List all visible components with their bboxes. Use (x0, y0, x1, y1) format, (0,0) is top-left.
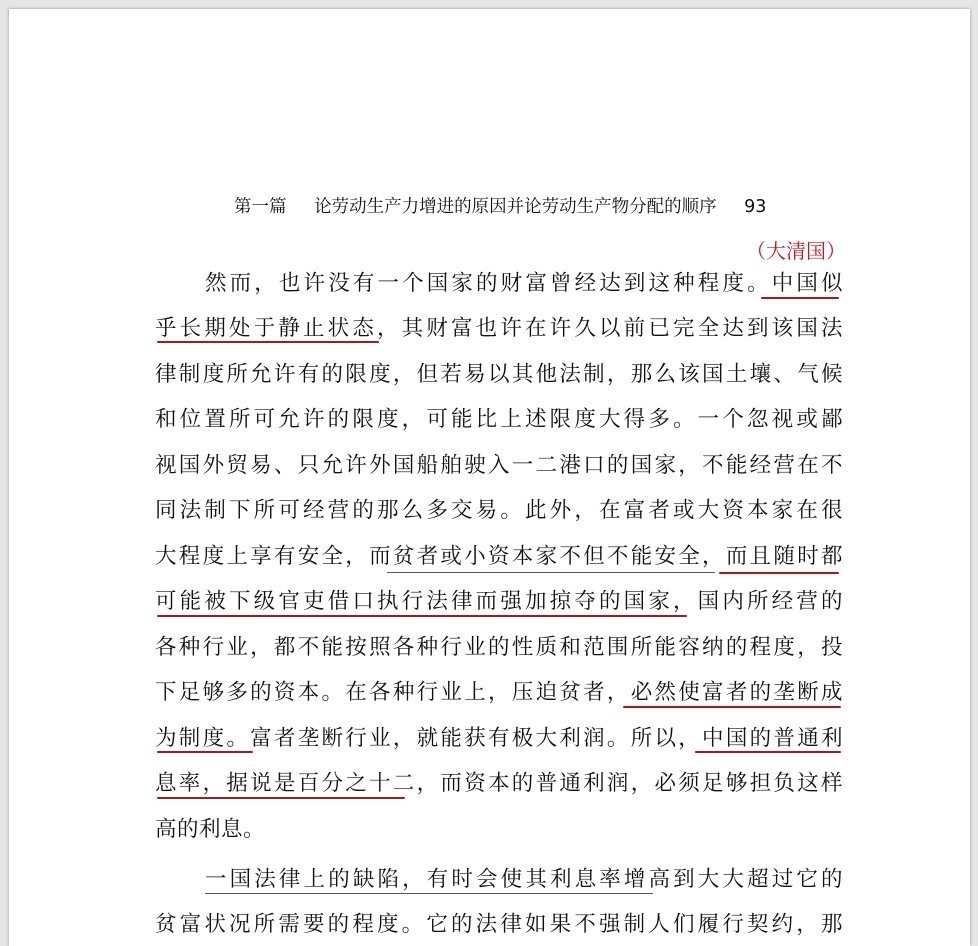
highlight-underline (695, 751, 841, 753)
text-line: 律制度所允许有的限度，但若易以其他法制，那么该国土壤、气候 (155, 362, 843, 387)
book-page (9, 9, 970, 946)
highlight-underline (719, 572, 839, 574)
text-line: 下足够多的资本。在各种行业上，压迫贫者，必然使富者的垄断成 (155, 680, 843, 705)
text-line: 大程度上享有安全，而贫者或小资本家不但不能安全，而且随时都 (155, 544, 843, 569)
highlight-underline (387, 572, 715, 573)
text-line: 乎长期处于静止状态，其财富也许在许久以前已完全达到该国法 (155, 316, 843, 341)
text-line: 一国法律上的缺陷，有时会使其利息率增高到大大超过它的 (205, 867, 843, 892)
chapter-title: 论劳动生产力增进的原因并论劳动生产物分配的顺序 (314, 197, 717, 217)
text-line: 高的利息。 (155, 817, 266, 842)
handwritten-note: （大清国） (746, 239, 846, 263)
highlight-underline (157, 797, 405, 799)
text-line: 贫富状况所需要的程度。它的法律如果不强制人们履行契约，那 (155, 912, 843, 937)
highlight-underline (157, 341, 379, 343)
page-header (234, 193, 766, 218)
text-line: 为制度。富者垄断行业，就能获有极大利润。所以，中国的普通利 (155, 726, 843, 751)
text-line: 视国外贸易、只允许外国船舶驶入一二港口的国家，不能经营在不 (155, 453, 843, 478)
part-label: 第一篇 (234, 197, 287, 217)
text-line: 可能被下级官吏借口执行法律而强加掠夺的国家，国内所经营的 (155, 589, 843, 614)
highlight-underline (761, 297, 839, 299)
highlight-underline (205, 893, 653, 894)
highlight-underline (157, 751, 253, 753)
page-number: 93 (744, 197, 767, 217)
text-line: 各种行业，都不能按照各种行业的性质和范围所能容纳的程度，投 (155, 635, 843, 660)
text-line: 同法制下所可经营的那么多交易。此外，在富者或大资本家在很 (155, 498, 843, 523)
text-line: 息率，据说是百分之十二，而资本的普通利润，必须足够担负这样 (155, 771, 843, 796)
highlight-underline (157, 615, 687, 617)
text-line: 和位置所可允许的限度，可能比上述限度大得多。一个忽视或鄙 (155, 407, 843, 432)
text-line: 然而，也许没有一个国家的财富曾经达到这种程度。中国似 (205, 271, 843, 296)
highlight-underline (623, 706, 841, 708)
